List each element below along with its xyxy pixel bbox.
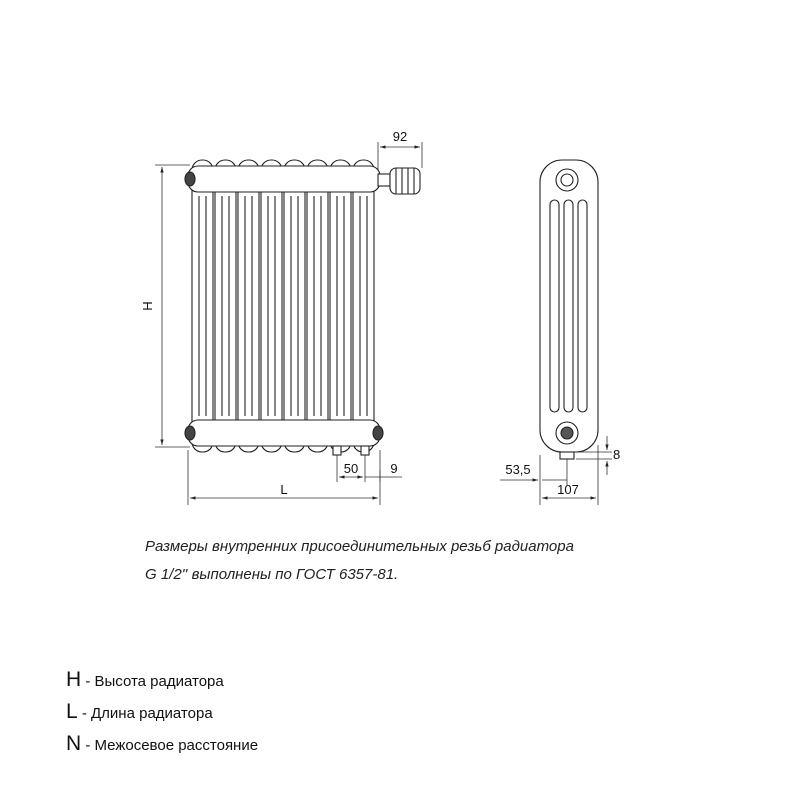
radiator-columns	[192, 160, 374, 452]
dim-92-label: 92	[392, 129, 408, 144]
radiator-section	[353, 160, 374, 452]
legend-letter: L	[66, 700, 78, 723]
dim-53-5-label: 53,5	[505, 462, 531, 477]
dim-107-label: 107	[557, 482, 579, 497]
radiator-section	[238, 160, 259, 452]
radiator-section	[307, 160, 328, 452]
dim-L-label: L	[280, 482, 288, 497]
radiator-section	[215, 160, 236, 452]
thread-note-line2: G 1/2'' выполнены по ГОСТ 6357-81.	[145, 566, 399, 583]
end-plug-bottom-left	[185, 426, 195, 440]
side-view	[540, 160, 598, 459]
legend-item-l	[66, 700, 213, 724]
dim-9-label: 9	[390, 461, 398, 476]
radiator-section	[284, 160, 305, 452]
legend-item-h	[66, 668, 224, 692]
legend-text: - Длина радиатора	[77, 705, 213, 722]
thread-note-line1: Размеры внутренних присоединительных резьб радиатора	[145, 538, 574, 555]
legend-text: - Высота радиатора	[81, 673, 224, 690]
dim-50-label: 50	[343, 461, 359, 476]
legend-letter: N	[66, 732, 82, 755]
radiator-section	[330, 160, 351, 452]
front-view	[185, 160, 420, 455]
end-plug-top-left	[185, 172, 195, 186]
dim-8-label: 8	[613, 447, 621, 462]
legend-text: - Межосевое расстояние	[81, 737, 259, 754]
thermostatic-valve-icon	[378, 168, 420, 194]
legend-letter: H	[66, 668, 82, 691]
radiator-section	[261, 160, 282, 452]
bottom-connection-icon	[333, 446, 369, 455]
dim-H-label: H	[140, 301, 155, 311]
radiator-section	[192, 160, 213, 452]
legend-item-n	[66, 732, 258, 756]
end-plug-bottom-right	[373, 426, 383, 440]
